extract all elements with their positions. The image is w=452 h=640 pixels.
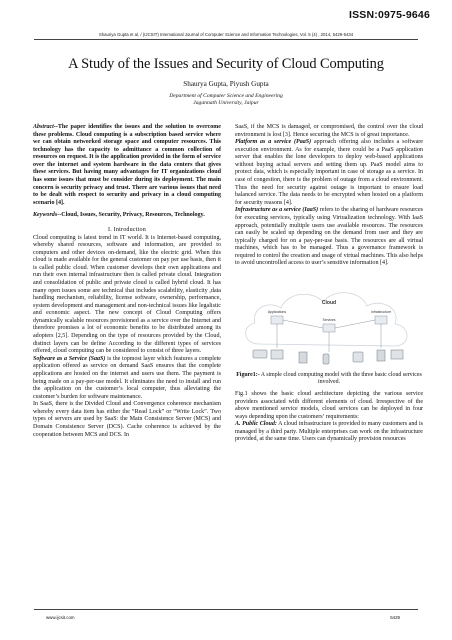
iaas-lead: Infrastructure as a service (IaaS): [235, 207, 319, 214]
figure-cloud-model: [235, 274, 423, 370]
phone-device: [323, 354, 329, 364]
paas-paragraph: [235, 139, 423, 207]
public-cloud-lead: A. Public Cloud:: [235, 421, 277, 428]
affiliation-department: Department of Computer Science and Engineering: [169, 93, 283, 99]
tablet-device: [353, 352, 363, 362]
intro-paragraph: Cloud computing is latest trend in IT world. It is Internet-based computing, whereby shared resources, software and information, are provided to computers and other devices on-demand, like the electric grid. When this cloud is made available for the general customer on pay per use basis, then it is called public cloud. When customer develops their own applications and run their own internal infrastructure then is called private cloud. Integration and consolidation of public and private cloud is called hybrid cloud. It has many open issues some are technical that includes scalability, elasticity ,data handling mechanism, reliability, license software, ownership, performance, system development and management and non-technical issues like legalistic and economic aspect. The new concept of Cloud Computing offers dynamically scalable resources provisioned as a service over the Internet and therefore promises a lot of economic benefits to be distributed among its adopters [2,5]. Depending on the type of resources provided by the Cloud, distinct layers can be define According to the different types of services offered, cloud computing can be considered to consist of three layers.: [33, 234, 221, 355]
header-rule: [34, 39, 418, 40]
cloud-label: Cloud: [321, 299, 337, 306]
laptop-device: [253, 350, 267, 358]
applications-node: [271, 316, 283, 324]
desktop-device: [391, 350, 403, 359]
left-column: [33, 124, 221, 439]
affiliation-university: Jagannath University, Jaipur: [193, 100, 259, 106]
issn-label: ISSN:0975-9646: [348, 9, 430, 21]
saas-detail-paragraph: In SaaS, there is the Divided Cloud and Convergence coherence mechanism whereby every data item has either the “Read Lock” or “Write Lock”. Two types of servers are used by SaaS: the Main Consistence Server (MCS) and Domain Consistence Server (DCS). Cache coherence is achieved by the cooperation between MCS and DCS. In: [33, 401, 221, 438]
saas-paragraph: [33, 356, 221, 401]
running-head: Shauriya Gupta et al, / (IJCSIT) International Journal of Computer Science and Information Technologies, Vol. 5 (4) , 2014, 5429-5434: [98, 32, 354, 37]
public-cloud-paragraph: [235, 421, 423, 444]
paper-title: A Study of the Issues and Security of Cloud Computing: [68, 56, 384, 72]
infrastructure-label: Infrastructure: [371, 309, 391, 314]
saas-lead: Software as a Service (SaaS): [33, 355, 106, 362]
saas-text: is the topmost layer which features a complete application offered as service on demand SaaS ensures that the complete applications are hosted on the internet and users use them. The payment is being made on a pay-per-use model. It eliminates the need to install and run the application on the customer’s local computer, thus alleviating the customer’s burden for software maintenance.: [33, 355, 221, 400]
desktop-device: [271, 350, 283, 359]
footer-url: www.ijcsit.com: [46, 615, 75, 620]
cloud-diagram: [235, 274, 423, 370]
abstract-lead: Abstract--: [33, 124, 58, 130]
keywords-lead: Keywords: [33, 212, 58, 219]
infrastructure-node: [375, 316, 387, 324]
section-heading-introduction: I. Introduction: [108, 226, 146, 233]
figure-description-paragraph: Fig.1 shows the basic cloud architecture depicting the various service providers associated with different elements of cloud. Irrespective of the above mentioned service models, cloud services can be deployed in four ways depending upon the customers’ requirements:: [235, 390, 423, 420]
server-device: [299, 352, 307, 363]
iaas-text: refers to the sharing of hardware resources for executing services, typically using Virtualization technology. With IaaS approach, potentially multiple users use available resources. The resources can easily be scaled up depending on the demand from user and they are typically charged for on a pay-per-use basis. The resources are all virtual machines, which has to be managed. Thus a governance framework is required to control the creation and usage of virtual machines. This also helps to avoid uncontrolled access to user’s sensitive information [4].: [235, 207, 423, 267]
saas-continued-paragraph: SaaS, if the MCS is damaged, or compromised, the control over the cloud environment is lost [3]. Hence securing the MCS is of great importance.: [235, 124, 423, 138]
services-node: [323, 324, 335, 332]
abstract: [33, 124, 221, 207]
footer-page-number: 5429: [390, 615, 400, 620]
keywords: [33, 212, 221, 220]
abstract-text: The paper identifies the issues and the solution to overcome these problems. Cloud computing is a subscription based service where we can obtain networked storage space and computer resources. This technology has the capacity to admittance a common collection of resources on request. It is the application provided in the form of service over the internet and system hardware in the data centers that gives these services. But having many advantages for IT organizations cloud has some issues that must be consider during its deployment. The main concern is security privacy and trust. There are various issues that need to be dealt with respect to security and privacy in a cloud computing scenario [4].: [33, 124, 221, 206]
issn-bar: [0, 0, 452, 30]
paper-affiliation: [0, 93, 452, 107]
figure-caption-text: A simple cloud computing model with the three basic cloud services involved.: [259, 371, 422, 385]
right-column: [235, 124, 423, 444]
figure-caption-lead: Figure1:-: [236, 371, 260, 378]
paas-lead: Platform as a service (PaaS): [235, 139, 312, 146]
figure-caption: [235, 372, 423, 386]
server-device: [377, 350, 385, 361]
applications-label: Applications: [267, 309, 287, 314]
paper-authors: Shaurya Gupta, Piyush Gupta: [183, 80, 269, 88]
footer-rule: [34, 609, 418, 610]
paas-text: approach offering also includes a software execution environment. As for example, there could be a PaaS application server that enables the lone developers to deploy web-based applications without buying actual servers and setting them up. PaaS model aims to protect data, which is especially important in case of storage as a service. In case of congestion, there is the problem of outage from a cloud environment. Thus the need for security against outage is important to ensure load balanced service. The data needs to be encrypted when hosted on a platform for security reasons [4].: [235, 139, 423, 206]
services-label: Services: [322, 317, 336, 322]
keywords-text: --Cloud, Issues, Security, Privacy, Resources, Technology.: [57, 212, 205, 219]
iaas-paragraph: [235, 207, 423, 268]
public-cloud-text: A cloud infrastructure is provided to many customers and is managed by a third party. Multiple enterprises can work on the infrastructure provided, at the same time. Users can dynamically provision resources: [235, 421, 423, 443]
